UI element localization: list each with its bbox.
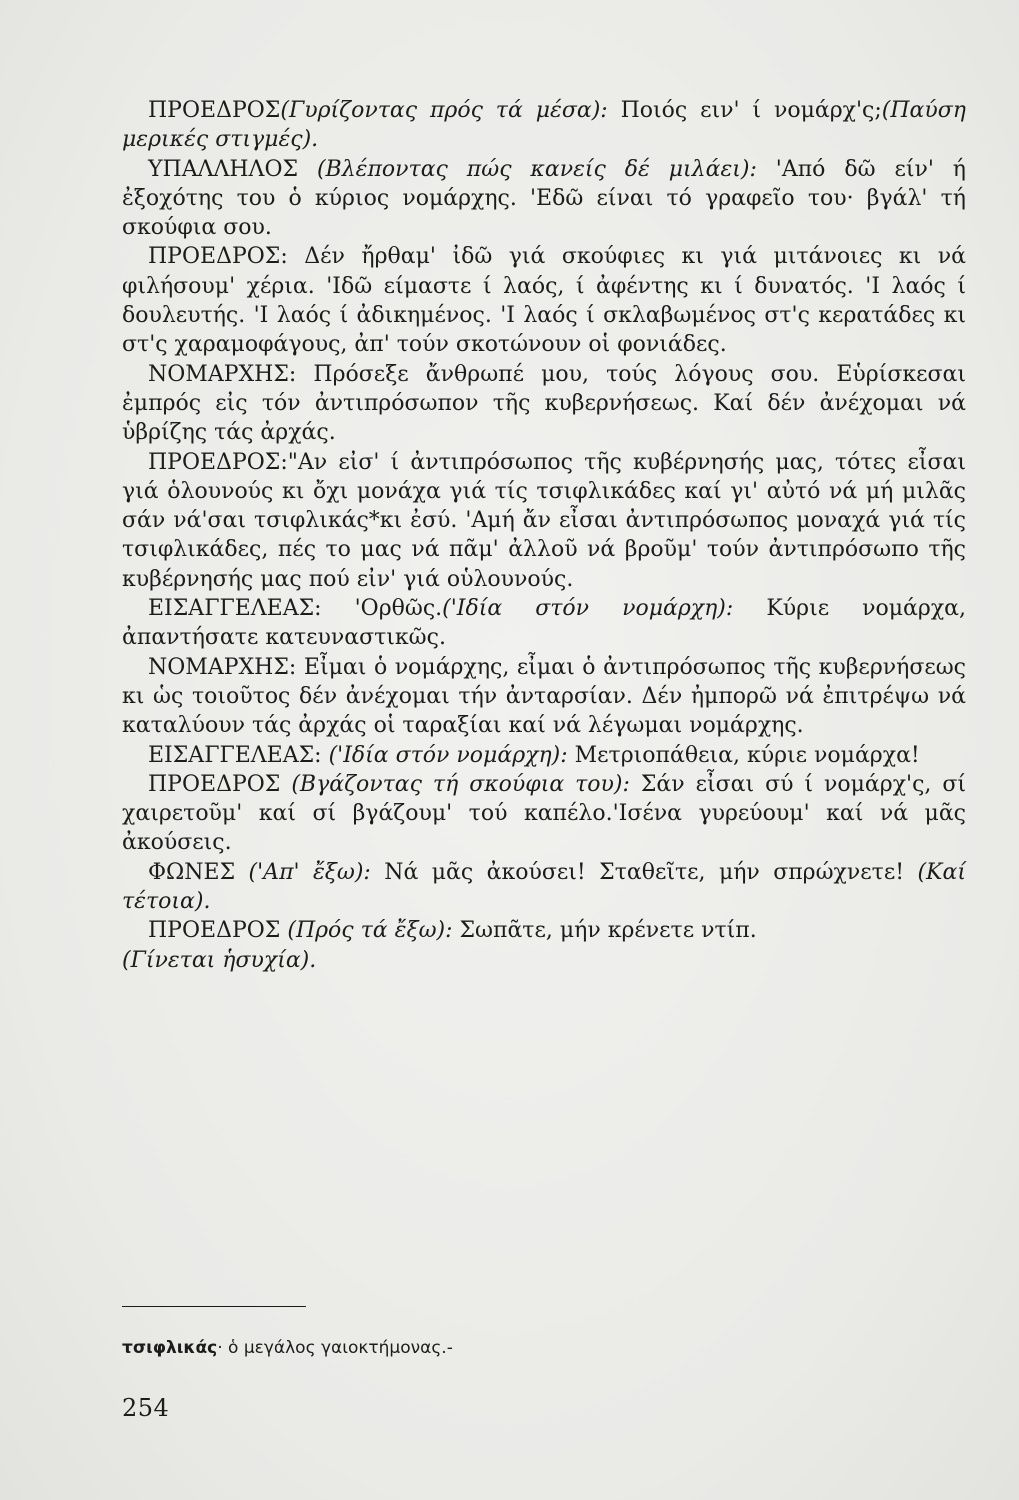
speaker-name: ΠΡΟΕΔΡΟΣ xyxy=(148,98,281,123)
spoken-text: Σάν εἶσαι σύ ί νομάρχ'ς, σί χαιρετοῦμ' καί σί βγάζουμ' τού καπέλο.'Ισένα γυρεύουμ' καί νά μᾶς ἀκούσεις. xyxy=(122,771,966,856)
spoken-text: Πρόσεξε ἄνθρωπέ μου, τούς λόγους σου. Εὑρίσκεσαι ἐμπρός εἰς τόν ἀντιπρόσωπον τῆς κυβερνήσεως. Καί δέν ἀνέχομαι νά ὑβρίζης τάς ἀρχάς. xyxy=(122,361,966,446)
closing-stage-direction: (Γίνεται ἡσυχία). xyxy=(122,947,317,973)
speaker-name: ΕΙΣΑΓΓΕΛΕΑΣ: xyxy=(148,596,322,622)
speaker-name: ΕΙΣΑΓΓΕΛΕΑΣ: xyxy=(148,742,329,768)
dialogue-paragraph xyxy=(122,770,966,858)
footnote-definition: · ὁ μεγάλος γαιοκτήμονας.- xyxy=(217,1338,453,1358)
stage-direction: (Πρός τά ἔξω): xyxy=(287,918,453,944)
spoken-text: Εἶμαι ὁ νομάρχης, εἶμαι ὁ ἀντιπρόσωπος τῆς κυβερνήσεως κι ὡς τοιοῦτος δέν ἀνέχομαι τήν ἀνταρσίαν. Δέν ἠμπορῶ νά ἐπιτρέψω νά καταλύουν τάς ἀρχάς οἱ ταραξίαι καί νά λέγωμαι νομάρχης. xyxy=(122,654,966,739)
footnote-divider xyxy=(122,1306,306,1307)
spoken-text: 'Ορθῶς. xyxy=(321,596,443,622)
dialogue-paragraph xyxy=(122,96,966,155)
footnote-term: τσιφλικάς xyxy=(122,1338,218,1358)
spoken-text: 'Από δῶ είν' ή ἐξοχότης του ὁ κύριος νομάρχης. 'Εδῶ είναι τό γραφεῖο του· βγάλ' τή σκούφια σου. xyxy=(122,156,966,241)
spoken-text: Νά μᾶς ἀκούσει! Σταθεῖτε, μήν σπρώχνετε! xyxy=(370,859,918,885)
dialogue-paragraph xyxy=(122,242,966,359)
page-number: 254 xyxy=(122,1394,170,1422)
stage-direction: (Βγάζοντας τή σκούφια του): xyxy=(291,771,630,797)
stage-direction: (Βλέποντας πώς κανείς δέ μιλάει): xyxy=(316,156,757,182)
speaker-name: ΠΡΟΕΔΡΟΣ: xyxy=(148,244,288,270)
speaker-name: ΝΟΜΑΡΧΗΣ: xyxy=(148,654,297,680)
spoken-text: Σωπᾶτε, μήν κρένετε ντίπ. xyxy=(452,918,757,944)
dialogue-paragraph xyxy=(122,653,966,741)
stage-direction: ('Ιδία στόν νομάρχη): xyxy=(328,742,568,768)
spoken-text: Κύριε νομάρχα, ἀπαντήσατε κατευναστικῶς. xyxy=(122,596,967,651)
dialogue-paragraph xyxy=(122,448,966,594)
dialogue-paragraph xyxy=(122,858,966,917)
stage-direction: ('Ιδία στόν νομάρχη): xyxy=(442,596,734,622)
speaker-name: ΥΠΑΛΛΗΛΟΣ xyxy=(148,156,317,182)
stage-direction: (Γυρίζοντας πρός τά μέσα): xyxy=(280,98,608,123)
dialogue-paragraph xyxy=(122,155,966,243)
speaker-name: ΦΩΝΕΣ xyxy=(148,859,249,885)
spoken-text: Ποιός ειν' ί νομάρχ'ς; xyxy=(607,98,882,123)
dialogue-paragraph xyxy=(122,594,966,653)
dialogue-paragraph xyxy=(122,916,966,945)
stage-direction: (Καί τέτοια). xyxy=(122,859,966,915)
speaker-name: ΝΟΜΑΡΧΗΣ: xyxy=(148,361,297,387)
dialogue-paragraph xyxy=(122,360,966,448)
speaker-name: ΠΡΟΕΔΡΟΣ xyxy=(148,771,292,797)
stage-direction: (Παύση μερικές στιγμές). xyxy=(122,98,966,153)
speaker-name: ΠΡΟΕΔΡΟΣ xyxy=(148,918,288,944)
spoken-text: Μετριοπάθεια, κύριε νομάρχα! xyxy=(567,742,920,768)
spoken-text: Δέν ἤρθαμ' ἰδῶ γιά σκούφιες κι γιά μιτάνοιες κι νά φιλήσουμ' χέρια. 'Ιδῶ είμαστε ί λαός, ί ἀφέντης κι ί δυνατός. 'Ι λαός ί δουλευτής. 'Ι λαός ί ἀδικημένος. 'Ι λαός ί σκλαβωμένος στ'ς κερατάδες κι στ'ς χαραμοφάγους, ἀπ' τούν σκοτώνουν οἱ φονιάδες. xyxy=(122,244,966,358)
spoken-text: "Αν εἰσ' ί ἀντιπρόσωπος τῆς κυβέρνησής μας, τότες εἶσαι γιά ὁλουνούς κι ὄχι μονάχα γιά τίς τσιφλικάδες καί γι' αὐτό νά μή μιλᾶς σάν νά'σαι τσιφλικάς*κι ἐσύ. 'Αμή ἄν εἶσαι ἀντιπρόσωπος μοναχά γιά τίς τσιφλικάδες, πές το μας νά πᾶμ' ἀλλοῦ νά βροῦμ' τούν ἀντιπρόσωπο τῆς κυβέρνησής μας πού εἰν' γιά οὑλουνούς. xyxy=(122,449,966,592)
stage-direction: ('Απ' ἔξω): xyxy=(248,859,371,885)
footnote xyxy=(122,1338,453,1358)
speaker-name: ΠΡΟΕΔΡΟΣ: xyxy=(148,449,288,475)
play-dialogue xyxy=(122,96,966,975)
dialogue-paragraph xyxy=(122,741,966,770)
